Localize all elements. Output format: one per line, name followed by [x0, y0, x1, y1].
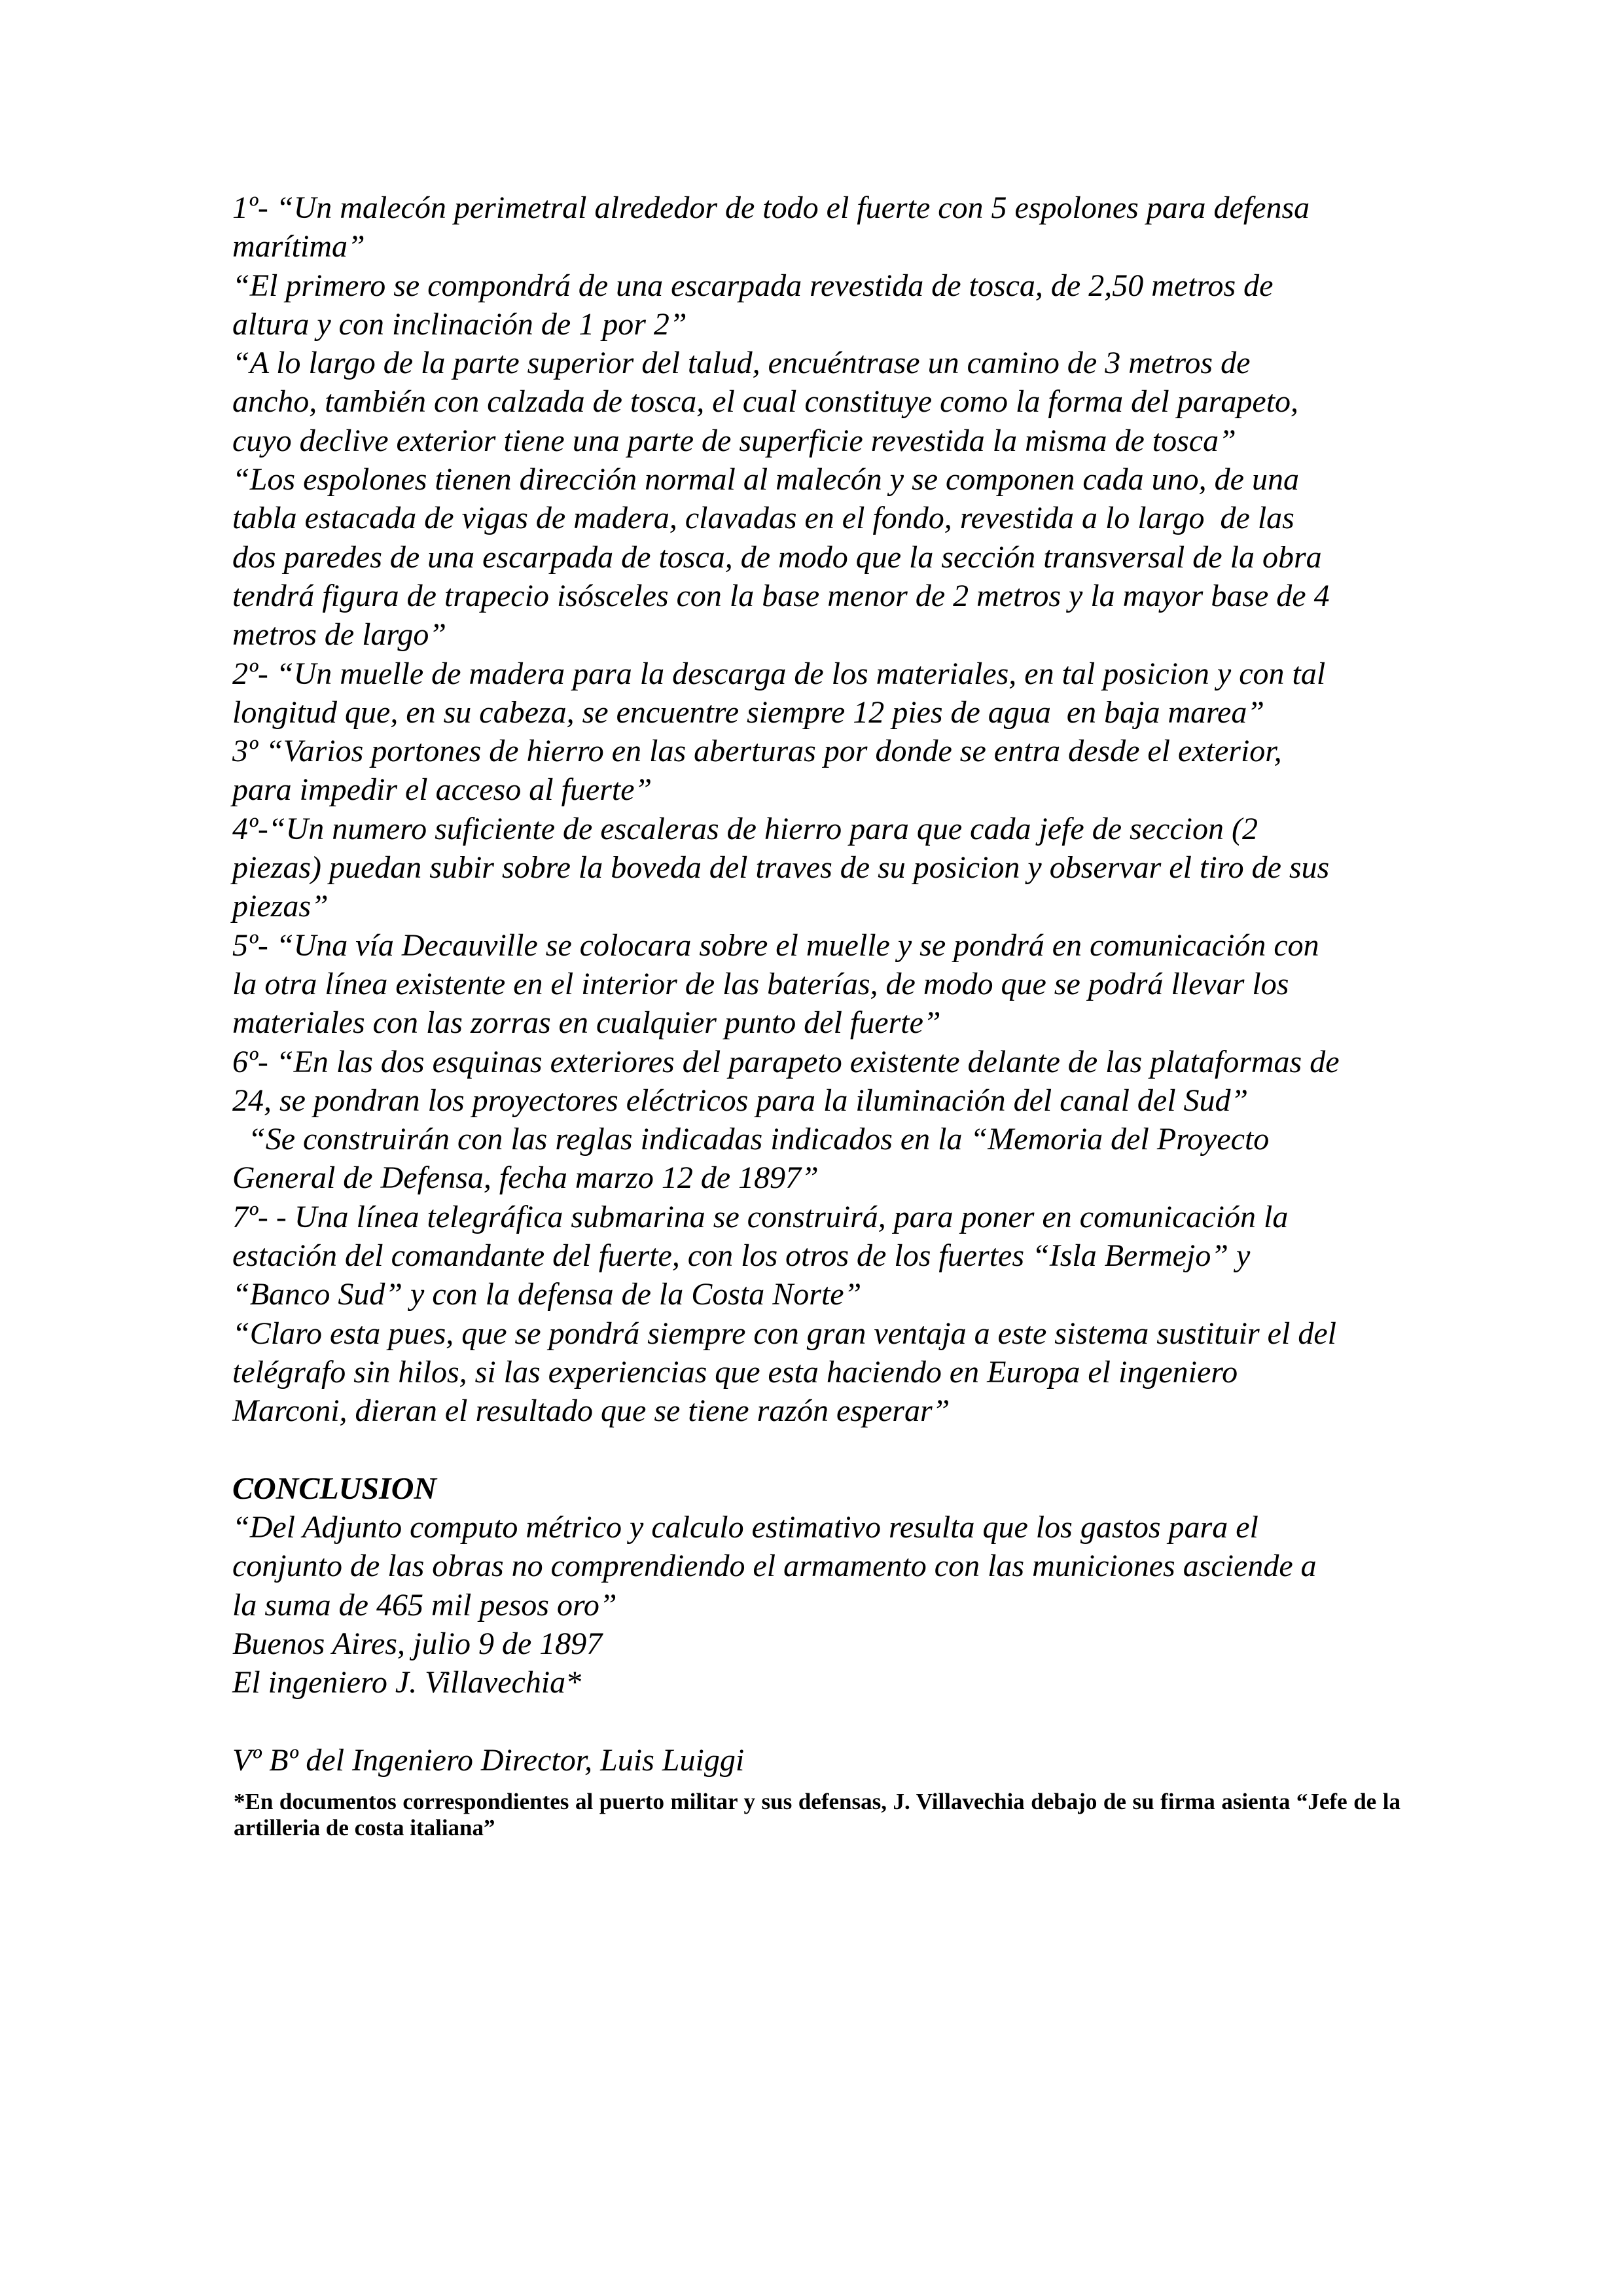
text-line: Marconi, dieran el resultado que se tiene razón esperar”	[232, 1393, 950, 1429]
document-body	[232, 188, 1410, 1780]
text-line: piezas”	[232, 889, 329, 924]
text-line: “El primero se compondrá de una escarpada revestida de tosca, de 2,50 metros de	[232, 268, 1274, 303]
text-line: “Banco Sud” y con la defensa de la Costa Norte”	[232, 1277, 862, 1312]
conclusion-line: “Del Adjunto computo métrico y calculo estimativo resulta que los gastos para el	[232, 1510, 1258, 1545]
text-line: materiales con las zorras en cualquier punto del fuerte”	[232, 1005, 941, 1041]
conclusion-line: conjunto de las obras no comprendiendo el armamento con las municiones asciende a	[232, 1549, 1317, 1584]
paragraph-gap	[232, 1702, 1410, 1741]
paragraph-gap	[232, 1431, 1410, 1469]
text-line: para impedir el acceso al fuerte”	[232, 772, 652, 808]
conclusion-line: la suma de 465 mil pesos oro”	[232, 1587, 617, 1623]
text-line: “Claro esta pues, que se pondrá siempre con gran ventaja a este sistema sustituir el del	[232, 1316, 1336, 1351]
text-line: General de Defensa, fecha marzo 12 de 1897”	[232, 1160, 819, 1196]
approval-line: Vº Bº del Ingeniero Director, Luis Luiggi	[232, 1742, 745, 1778]
text-line: “Los espolones tienen dirección normal al malecón y se componen cada uno, de una	[232, 462, 1299, 497]
text-line: piezas) puedan subir sobre la boveda del traves de su posicion y observar el tiro de sus	[232, 850, 1330, 886]
text-line: metros de largo”	[232, 617, 447, 653]
text-line: telégrafo sin hilos, si las experiencias que esta haciendo en Europa el ingeniero	[232, 1354, 1238, 1390]
text-line: tendrá figura de trapecio isósceles con la base menor de 2 metros y la mayor base de 4	[232, 578, 1330, 613]
text-line: dos paredes de una escarpada de tosca, de modo que la sección transversal de la obra	[232, 539, 1322, 575]
text-line: “A lo largo de la parte superior del talud, encuéntrase un camino de 3 metros de	[232, 346, 1251, 381]
text-line: 5º- “Una vía Decauville se colocara sobre el muelle y se pondrá en comunicación con	[232, 927, 1319, 963]
text-line: 6º- “En las dos esquinas exteriores del parapeto existente delante de las plataformas de	[232, 1044, 1340, 1079]
text-line: 4º-“Un numero suficiente de escaleras de hierro para que cada jefe de seccion (2	[232, 811, 1258, 846]
text-line: tabla estacada de vigas de madera, clavadas en el fondo, revestida a lo largo de las	[232, 501, 1294, 536]
text-line: 3º “Varios portones de hierro en las aberturas por donde se entra desde el exterior,	[232, 734, 1282, 769]
footnote: *En documentos correspondientes al puerto militar y sus defensas, J. Villavechia debajo de su firma asienta “Jefe de la artilleria de costa italiana”	[234, 1789, 1400, 1840]
text-line: marítima”	[232, 229, 365, 264]
signature-line: El ingeniero J. Villavechia*	[232, 1665, 582, 1700]
date-line: Buenos Aires, julio 9 de 1897	[232, 1626, 603, 1661]
text-line: la otra línea existente en el interior de las baterías, de modo que se podrá llevar los	[232, 966, 1289, 1001]
text-line: 2º- “Un muelle de madera para la descarga de los materiales, en tal posicion y con tal	[232, 656, 1326, 691]
text-line: ancho, también con calzada de tosca, el cual constituye como la forma del parapeto,	[232, 384, 1299, 420]
text-line: altura y con inclinación de 1 por 2”	[232, 306, 687, 342]
text-line: “Se construirán con las reglas indicadas indicados en la “Memoria del Proyecto	[232, 1122, 1270, 1157]
conclusion-heading: CONCLUSION	[232, 1471, 437, 1506]
text-line: 1º- “Un malecón perimetral alrededor de todo el fuerte con 5 espolones para defensa	[232, 190, 1310, 225]
text-line: longitud que, en su cabeza, se encuentre siempre 12 pies de agua en baja marea”	[232, 694, 1265, 730]
text-line: cuyo declive exterior tiene una parte de superficie revestida la misma de tosca”	[232, 423, 1236, 458]
text-line: estación del comandante del fuerte, con los otros de los fuertes “Isla Bermejo” y	[232, 1238, 1251, 1274]
text-line: 24, se pondran los proyectores eléctricos para la iluminación del canal del Sud”	[232, 1083, 1249, 1118]
text-line: 7º- - Una línea telegráfica submarina se construirá, para poner en comunicación la	[232, 1199, 1289, 1234]
